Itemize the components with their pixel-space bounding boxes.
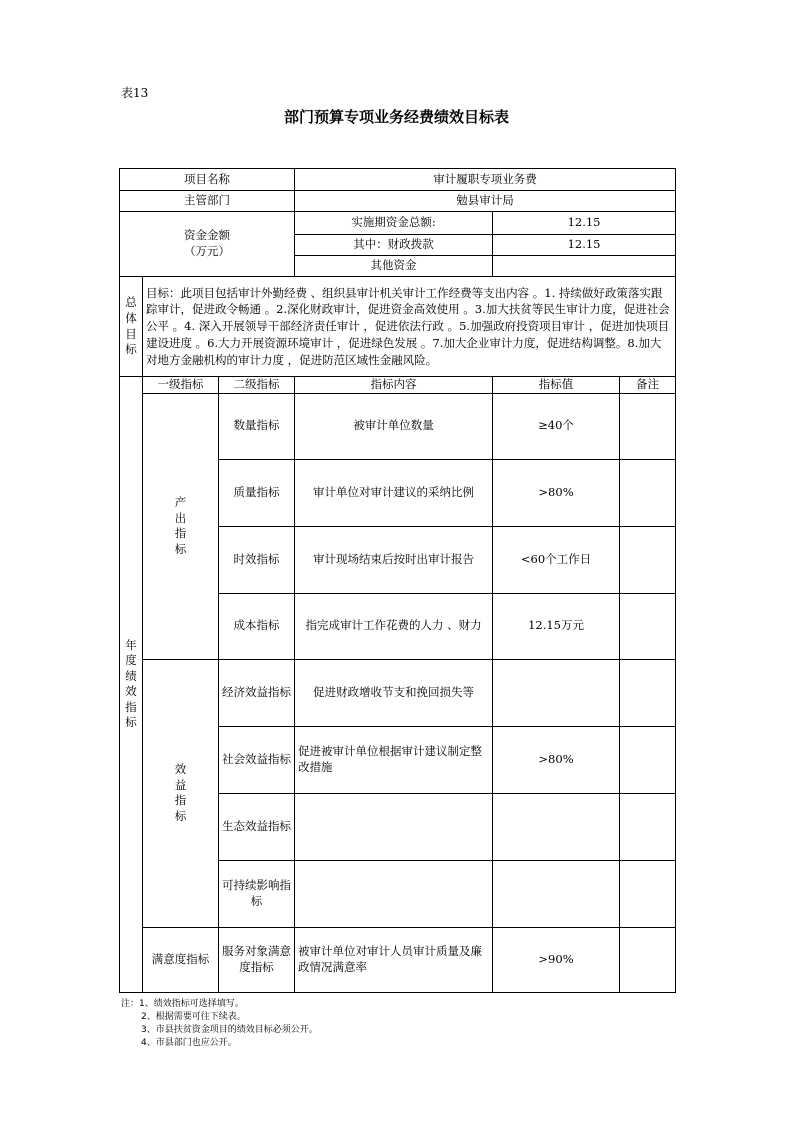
header-remark: 备注 — [620, 377, 676, 394]
overall-goal-label-text: 总体目标 — [125, 295, 137, 357]
funds-total-row — [120, 212, 676, 235]
satisfaction-indicators-label: 满意度指标 — [143, 927, 219, 992]
remark-cell — [620, 526, 676, 593]
level2-cell: 生态效益指标 — [219, 793, 295, 860]
remark-cell — [620, 860, 676, 927]
level2-cell: 可持续影响指标 — [219, 860, 295, 927]
content-cell: 审计现场结束后按时出审计报告 — [295, 526, 493, 593]
footnote-2: 2、根据需要可往下续表。 — [141, 1012, 246, 1022]
content-cell — [295, 860, 493, 927]
remark-cell — [620, 393, 676, 459]
project-name-label: 项目名称 — [120, 169, 295, 191]
header-level1: 一级指标 — [143, 377, 219, 394]
remark-cell — [620, 793, 676, 860]
funds-fiscal-label: 其中：财政拨款 — [295, 235, 493, 256]
department-value: 勉县审计局 — [295, 191, 676, 212]
value-cell — [493, 659, 620, 726]
project-name-row — [120, 169, 676, 191]
funds-label-line2: （万元） — [184, 244, 231, 258]
level2-cell: 时效指标 — [219, 526, 295, 593]
indicator-header-row — [120, 377, 676, 394]
level2-cell: 数量指标 — [219, 393, 295, 459]
remark-cell — [620, 459, 676, 526]
table-row — [120, 393, 676, 459]
output-indicators-label — [143, 393, 219, 659]
funds-total-label: 实施期资金总额: — [295, 212, 493, 235]
table-row — [120, 659, 676, 726]
annual-indicators-label-text: 年度绩效指标 — [125, 637, 137, 730]
value-cell: >80% — [493, 726, 620, 793]
funds-fiscal-value: 12.15 — [493, 235, 676, 256]
value-cell: <60个工作日 — [493, 526, 620, 593]
value-cell — [493, 793, 620, 860]
level2-cell: 服务对象满意度指标 — [219, 927, 295, 992]
header-level2: 二级指标 — [219, 377, 295, 394]
content-cell: 指完成审计工作花费的人力 、财力 — [295, 593, 493, 659]
footnote-4: 4、市县部门也应公开。 — [141, 1038, 237, 1048]
overall-goal-text: 目标：此项目包括审计外勤经费 、组织县审计机关审计工作经费等支出内容 。1. 持续做好政策落实跟踪审计，促进政令畅通 。2.深化财政审计，促进资金高效使用 。3.加大扶贫等民生审计力度，促进社会公平 。4. 深入开展领导干部经济责任审计 ，促进依法行政 。5.加强政府投资项目审计 ，促进加快项目建设进度 。6.大力开展资源环境审计 ，促进绿色发展 。7.加大企业审计力度，促进结构调整。8.加大对地方金融机构的审计力度 ，促进防范区域性金融风险。 — [143, 277, 676, 377]
remark-cell — [620, 593, 676, 659]
page-title: 部门预算专项业务经费绩效目标表 — [283, 108, 509, 126]
remark-cell — [620, 726, 676, 793]
content-cell: 被审计单位对审计人员审计质量及廉政情况满意率 — [295, 927, 493, 992]
benefit-indicators-label — [143, 659, 219, 927]
remark-cell — [620, 927, 676, 992]
department-row — [120, 191, 676, 212]
annual-indicators-label — [120, 377, 143, 993]
content-cell: 被审计单位数量 — [295, 393, 493, 459]
remark-cell — [620, 659, 676, 726]
table-row — [120, 927, 676, 992]
value-cell — [493, 860, 620, 927]
level2-cell: 经济效益指标 — [219, 659, 295, 726]
content-cell — [295, 793, 493, 860]
funds-label-line1: 资金金额 — [184, 228, 231, 243]
footnotes — [121, 998, 318, 1050]
level2-cell: 质量指标 — [219, 459, 295, 526]
footnote-3: 3、市县扶贫资金项目的绩效目标必须公开。 — [141, 1025, 318, 1035]
value-cell: >80% — [493, 459, 620, 526]
overall-goal-row — [120, 277, 676, 377]
content-cell: 促进财政增收节支和挽回损失等 — [295, 659, 493, 726]
value-cell: >90% — [493, 927, 620, 992]
performance-goal-table — [119, 168, 676, 993]
value-cell: ≥40个 — [493, 393, 620, 459]
benefit-indicators-label-text: 效益指标 — [174, 761, 187, 823]
value-cell: 12.15万元 — [493, 593, 620, 659]
level2-cell: 社会效益指标 — [219, 726, 295, 793]
funds-total-value: 12.15 — [493, 212, 676, 235]
department-label: 主管部门 — [120, 191, 295, 212]
project-name-value: 审计履职专项业务费 — [295, 169, 676, 191]
funds-other-value — [493, 256, 676, 277]
content-cell: 审计单位对审计建议的采纳比例 — [295, 459, 493, 526]
content-cell: 促进被审计单位根据审计建议制定整改措施 — [295, 726, 493, 793]
overall-goal-label — [120, 277, 143, 377]
footnote-1: 注：1、绩效指标可选择填写。 — [121, 999, 244, 1009]
funds-other-label: 其他资金 — [295, 256, 493, 277]
funds-label — [120, 212, 295, 277]
table-number: 表13 — [121, 86, 149, 100]
header-value: 指标值 — [493, 377, 620, 394]
header-content: 指标内容 — [295, 377, 493, 394]
level2-cell: 成本指标 — [219, 593, 295, 659]
output-indicators-label-text: 产出指标 — [174, 494, 187, 556]
